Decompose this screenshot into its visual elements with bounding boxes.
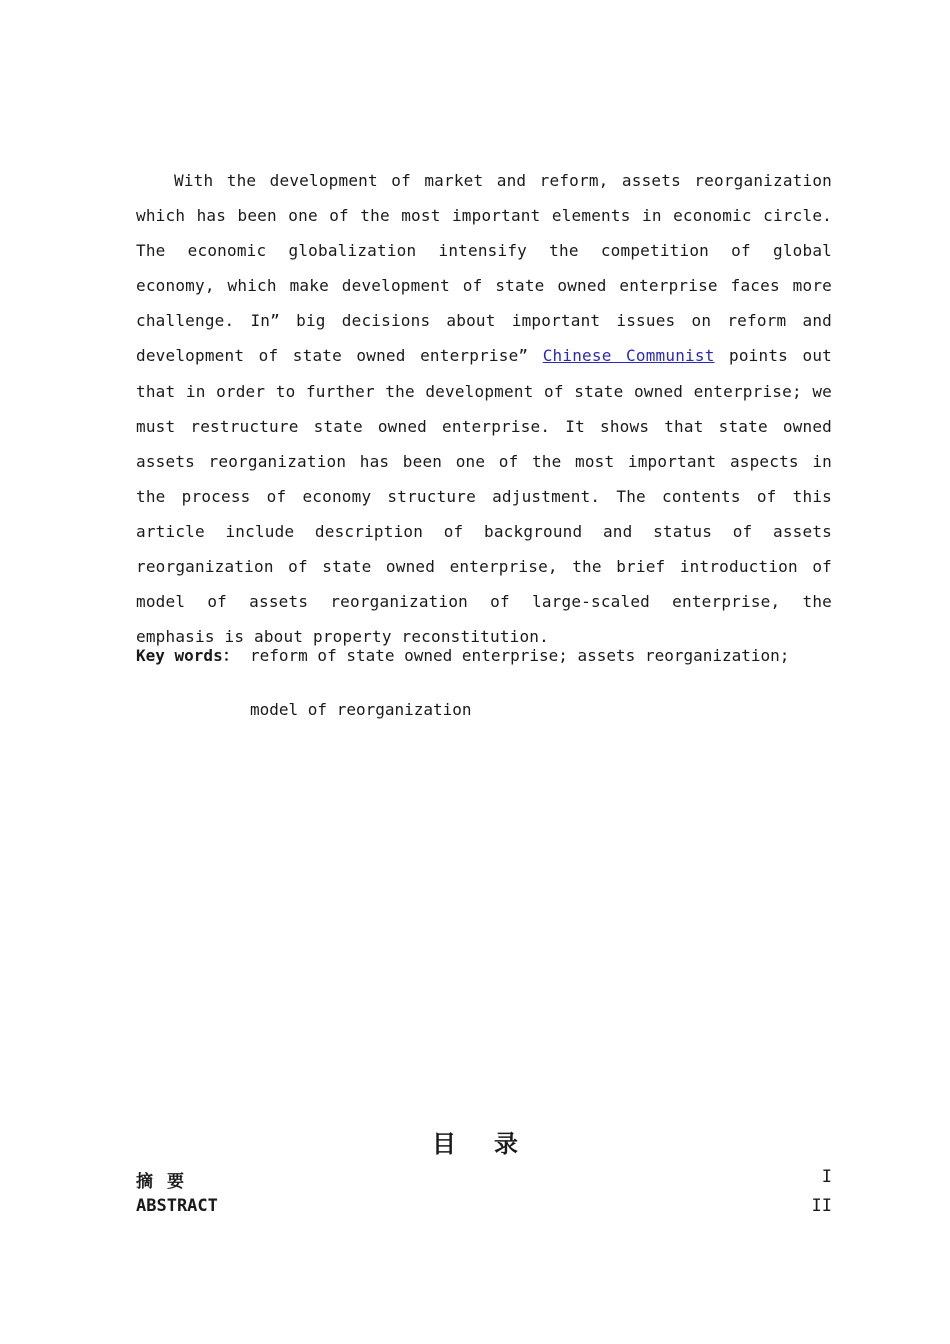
chinese-communist-link[interactable]: Chinese Communist: [542, 346, 715, 366]
abstract-paragraph: [136, 163, 832, 654]
toc-entry-page: II: [811, 1196, 832, 1216]
keywords-line-1: reform of state owned enterprise; assets reorganization;: [250, 646, 790, 665]
toc-entry[interactable]: [136, 1196, 832, 1220]
toc-entry[interactable]: [136, 1167, 832, 1191]
toc-entry-page: I: [821, 1167, 832, 1187]
abstract-text-before-link: With the development of market and reform, assets reorganization which has been one of the most important elements in economic circle. The economic globalization intensify the competition of global economy, which make development of state owned enterprise faces more challenge. In” big decisions about important issues on reform and development of state owned enterprise”: [136, 171, 832, 366]
toc-entry-label: ABSTRACT: [136, 1196, 218, 1216]
abstract-text-after-link: points out that in order to further the development of state owned enterprise; we must restructure state owned enterprise. It shows that state owned assets reorganization has been one of the most important aspects in the process of economy structure adjustment. The contents of this article include description of background and status of assets reorganization of state owned enterprise, the brief introduction of model of assets reorganization of large-scaled enterprise, the emphasis is about property reconstitution.: [136, 346, 832, 647]
toc-title: 目录: [432, 1130, 556, 1158]
toc-entry-label: 摘要: [136, 1172, 198, 1192]
keywords-line-2: model of reorganization: [250, 700, 472, 719]
keywords-label: Key words：: [136, 646, 239, 665]
